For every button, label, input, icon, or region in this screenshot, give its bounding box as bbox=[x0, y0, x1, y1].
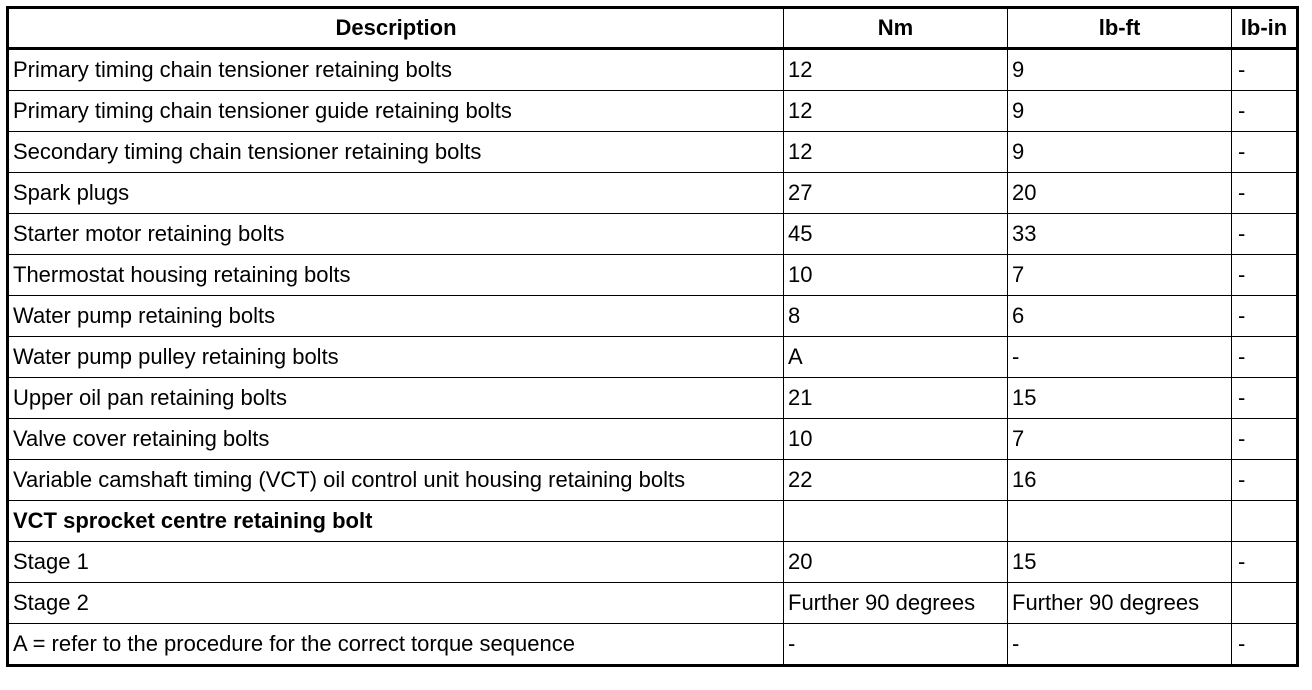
nm-cell: 22 bbox=[784, 460, 1008, 501]
lbin-cell bbox=[1232, 501, 1298, 542]
section-row bbox=[8, 501, 1298, 542]
table-row bbox=[8, 296, 1298, 337]
lbin-cell: - bbox=[1232, 460, 1298, 501]
description-cell: Primary timing chain tensioner retaining bolts bbox=[8, 49, 784, 91]
lbft-cell: - bbox=[1008, 337, 1232, 378]
lbin-cell: - bbox=[1232, 91, 1298, 132]
nm-cell: - bbox=[784, 624, 1008, 666]
lbft-cell: 6 bbox=[1008, 296, 1232, 337]
lbin-cell: - bbox=[1232, 214, 1298, 255]
lbft-cell: 16 bbox=[1008, 460, 1232, 501]
lbin-cell bbox=[1232, 583, 1298, 624]
lbin-cell: - bbox=[1232, 173, 1298, 214]
lbft-cell: 7 bbox=[1008, 255, 1232, 296]
lbin-cell: - bbox=[1232, 255, 1298, 296]
footnote-row bbox=[8, 624, 1298, 666]
lbft-cell: 7 bbox=[1008, 419, 1232, 460]
lbft-cell: 9 bbox=[1008, 49, 1232, 91]
nm-cell: 12 bbox=[784, 91, 1008, 132]
description-cell: Water pump pulley retaining bolts bbox=[8, 337, 784, 378]
nm-cell: A bbox=[784, 337, 1008, 378]
lbft-cell: 15 bbox=[1008, 378, 1232, 419]
table-row bbox=[8, 583, 1298, 624]
header-nm: Nm bbox=[784, 8, 1008, 49]
description-cell: Valve cover retaining bolts bbox=[8, 419, 784, 460]
lbft-cell: 20 bbox=[1008, 173, 1232, 214]
nm-cell: 12 bbox=[784, 132, 1008, 173]
table-row bbox=[8, 337, 1298, 378]
lbin-cell: - bbox=[1232, 296, 1298, 337]
lbin-cell: - bbox=[1232, 378, 1298, 419]
table-row bbox=[8, 419, 1298, 460]
table-row bbox=[8, 255, 1298, 296]
description-cell: Spark plugs bbox=[8, 173, 784, 214]
header-row bbox=[8, 8, 1298, 49]
lbft-cell: 15 bbox=[1008, 542, 1232, 583]
nm-cell: 10 bbox=[784, 255, 1008, 296]
nm-cell: 20 bbox=[784, 542, 1008, 583]
table-row bbox=[8, 173, 1298, 214]
lbft-cell: Further 90 degrees bbox=[1008, 583, 1232, 624]
description-cell: Variable camshaft timing (VCT) oil control unit housing retaining bolts bbox=[8, 460, 784, 501]
description-cell: Primary timing chain tensioner guide retaining bolts bbox=[8, 91, 784, 132]
table-row bbox=[8, 378, 1298, 419]
footnote-cell: A = refer to the procedure for the correct torque sequence bbox=[8, 624, 784, 666]
nm-cell: 10 bbox=[784, 419, 1008, 460]
section-title-cell: VCT sprocket centre retaining bolt bbox=[8, 501, 784, 542]
table-row bbox=[8, 132, 1298, 173]
table-row bbox=[8, 460, 1298, 501]
description-cell: Starter motor retaining bolts bbox=[8, 214, 784, 255]
lbft-cell: 9 bbox=[1008, 132, 1232, 173]
lbin-cell: - bbox=[1232, 419, 1298, 460]
lbin-cell: - bbox=[1232, 624, 1298, 666]
lbft-cell bbox=[1008, 501, 1232, 542]
lbft-cell: - bbox=[1008, 624, 1232, 666]
table-row bbox=[8, 49, 1298, 91]
lbin-cell: - bbox=[1232, 337, 1298, 378]
table-row bbox=[8, 214, 1298, 255]
lbft-cell: 33 bbox=[1008, 214, 1232, 255]
nm-cell: 45 bbox=[784, 214, 1008, 255]
lbin-cell: - bbox=[1232, 132, 1298, 173]
torque-spec-table bbox=[6, 6, 1299, 667]
header-lbin: lb-in bbox=[1232, 8, 1298, 49]
description-cell: Thermostat housing retaining bolts bbox=[8, 255, 784, 296]
lbft-cell: 9 bbox=[1008, 91, 1232, 132]
header-lbft: lb-ft bbox=[1008, 8, 1232, 49]
description-cell: Water pump retaining bolts bbox=[8, 296, 784, 337]
nm-cell: Further 90 degrees bbox=[784, 583, 1008, 624]
lbin-cell: - bbox=[1232, 542, 1298, 583]
nm-cell bbox=[784, 501, 1008, 542]
description-cell: Upper oil pan retaining bolts bbox=[8, 378, 784, 419]
nm-cell: 27 bbox=[784, 173, 1008, 214]
table-row bbox=[8, 91, 1298, 132]
description-cell: Stage 2 bbox=[8, 583, 784, 624]
table-row bbox=[8, 542, 1298, 583]
description-cell: Secondary timing chain tensioner retaining bolts bbox=[8, 132, 784, 173]
nm-cell: 21 bbox=[784, 378, 1008, 419]
nm-cell: 12 bbox=[784, 49, 1008, 91]
header-description: Description bbox=[8, 8, 784, 49]
lbin-cell: - bbox=[1232, 49, 1298, 91]
nm-cell: 8 bbox=[784, 296, 1008, 337]
description-cell: Stage 1 bbox=[8, 542, 784, 583]
